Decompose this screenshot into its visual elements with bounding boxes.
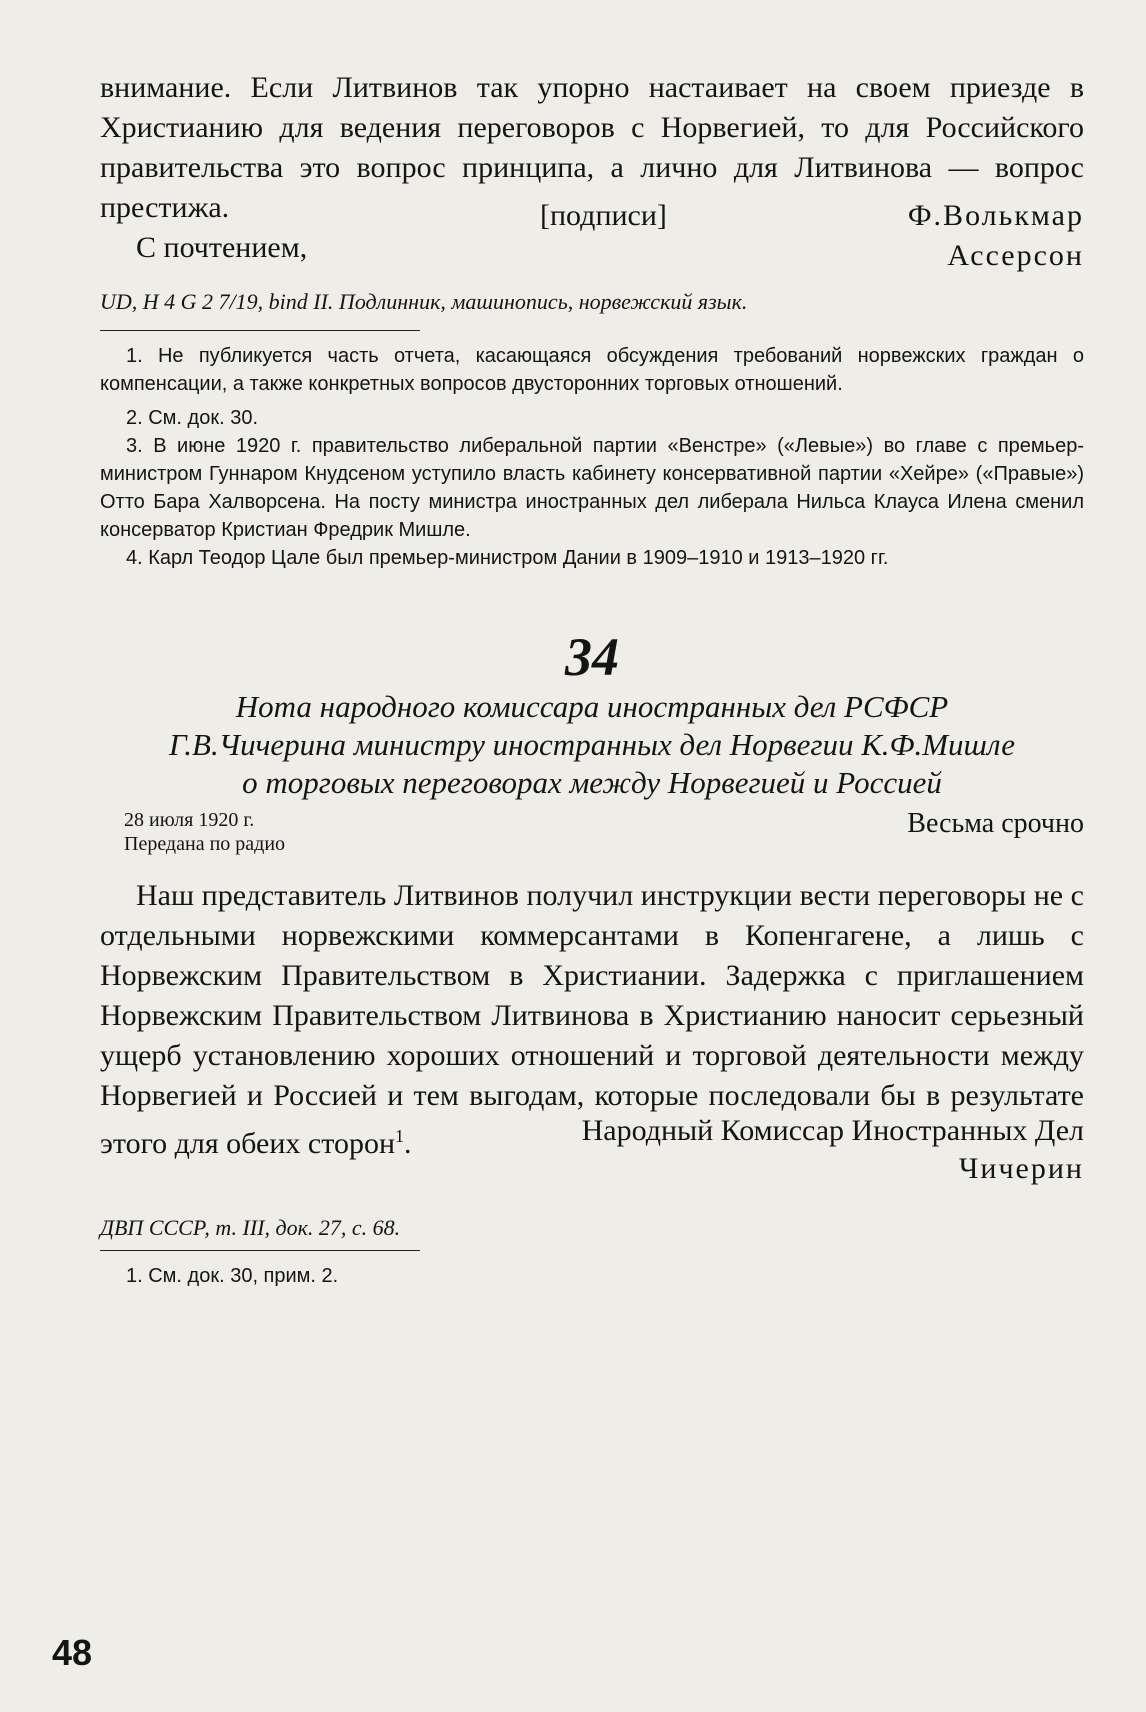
document-meta	[100, 808, 1084, 856]
note-text: Наш представитель Литвинов получил инструкции вести переговоры не с отдельными норвежскими коммерсантами в Копенгагене, а лишь с Норвежским Правительством в Христиании. Задержка с приглашением Норвежским Правительством Литвинова в Христианию наносит серьезный ущерб установлению хороших отношений и торговой деятельности между Норвегией и Россией и тем выгодам, которые последовали бы в результате этого для обеих сторон	[100, 879, 1084, 1160]
footnote-1: 1. Не публикуется часть отчета, касающаяся обсуждения требований норвежских граждан о компенсации, а также конкретных вопросов двусторонних торговых отношений.	[100, 345, 1084, 395]
document-title-line-3: о торговых переговорах между Норвегией и Россией	[242, 765, 942, 800]
page-number: 48	[52, 1632, 93, 1673]
document-transmission: Передана по радио	[124, 833, 286, 855]
letter-paragraph: внимание. Если Литвинов так упорно настаивает на своем приезде в Христианию для ведения переговоров с Норвегией, то для Российского правительства это вопрос принципа, а лично для Литвинова — вопрос престижа.	[100, 71, 1084, 224]
note-text-end: .	[404, 1127, 412, 1160]
document-date: 28 июля 1920 г.	[124, 809, 255, 831]
footnote-ref: 1	[395, 1126, 405, 1146]
document-number: 34	[565, 627, 619, 687]
footnote-2-1: 1. См. док. 30, прим. 2.	[126, 1265, 339, 1287]
footnote-4: 4. Карл Теодор Цале был премьер-министром Дании в 1909–1910 и 1913–1920 гг.	[126, 547, 889, 569]
document-title-line-2: Г.В.Чичерина министру иностранных дел Норвегии К.Ф.Мишле	[168, 727, 1016, 762]
footnote-3: 3. В июне 1920 г. правительство либеральной партии «Венстре» («Левые») во главе с премьер-министром Гуннаром Кнудсеном уступило власть кабинету консервативной партии «Хейре» («Правые») Отто Бара Халворсена. На посту министра иностранных дел либерала Нильса Клауса Илена сменил консерватор Кристиан Фредрик Мишле.	[100, 435, 1084, 541]
footnote-2: 2. См. док. 30.	[126, 407, 259, 429]
document-title-line-1: Нота народного комиссара иностранных дел РСФСР	[235, 689, 949, 724]
source-citation-1: UD, H 4 G 2 7/19, bind II. Подлинник, машинопись, норвежский язык.	[100, 289, 748, 314]
notes-divider-2	[100, 1250, 420, 1251]
urgency-label: Весьма срочно	[907, 808, 1084, 839]
signer-asserson: Ассерсон	[947, 239, 1084, 272]
signer-name: Чичерин	[958, 1152, 1084, 1185]
source-citation-2: ДВП СССР, т. III, док. 27, с. 68.	[100, 1215, 401, 1240]
signer-title: Народный Комиссар Иностранных Дел	[581, 1114, 1084, 1147]
signer-volkmar: Ф.Волькмар	[907, 199, 1084, 232]
document-title	[100, 688, 1084, 802]
footnotes-1	[100, 342, 1084, 572]
signature-row	[100, 196, 1084, 236]
signatures-label: [подписи]	[540, 199, 667, 232]
notes-divider-1	[100, 330, 420, 331]
footnotes-2	[100, 1262, 1084, 1290]
letter-closing: С почтением,	[136, 231, 308, 264]
